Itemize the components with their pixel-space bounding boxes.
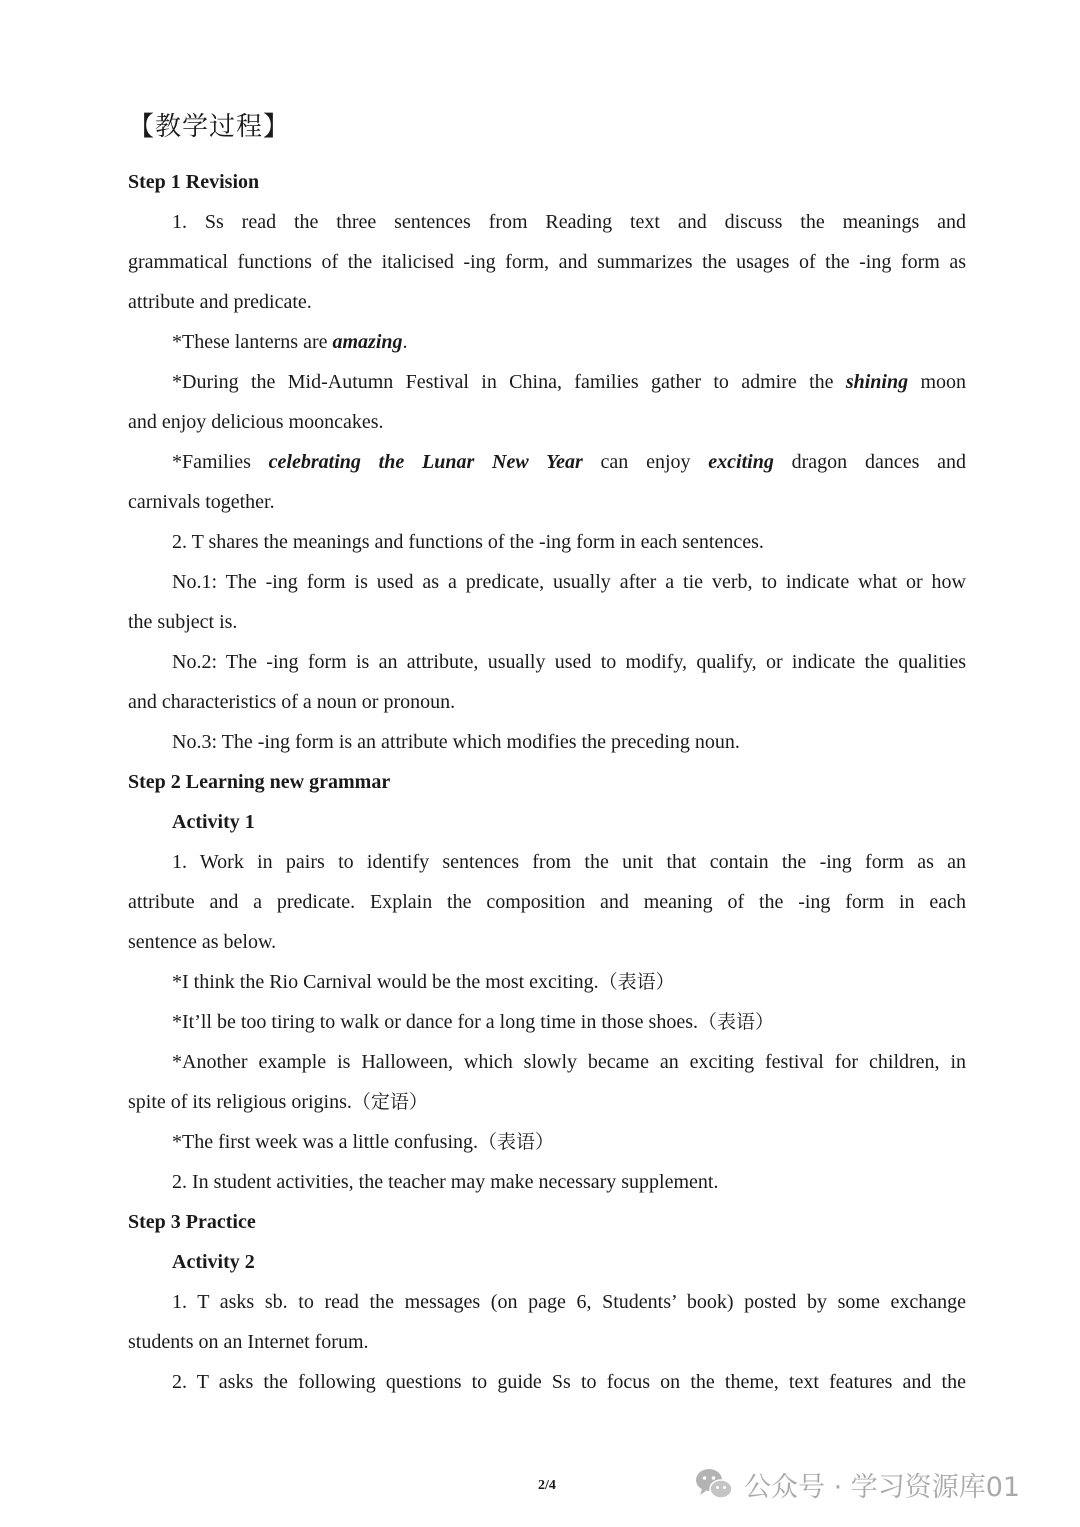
paragraph-line: and enjoy delicious mooncakes. [128,411,384,433]
document-body [128,162,966,1402]
example-sentence: *Families celebrating the Lunar New Year can enjoy exciting dragon dances and [172,451,966,473]
grammar-note: （表语） [478,1131,555,1153]
paragraph-line: spite of its religious origins.（定语） [128,1091,428,1113]
paragraph-line: carnivals together. [128,491,275,513]
wechat-icon [694,1467,734,1501]
paragraph-line: 1. Work in pairs to identify sentences from the unit that contain the -ing form as an [172,851,966,873]
paragraph-line: sentence as below. [128,931,277,953]
paragraph-line: and characteristics of a noun or pronoun. [128,691,456,713]
watermark [694,1462,1020,1506]
paragraph-line: 2. In student activities, the teacher may make necessary supplement. [172,1171,719,1193]
activity-2-heading: Activity 2 [172,1251,255,1273]
example-sentence: *Another example is Halloween, which slowly became an exciting festival for children, in [172,1051,966,1073]
paragraph-line: No.3: The -ing form is an attribute which modifies the preceding noun. [172,731,740,753]
paragraph-line: 2. T asks the following questions to guide Ss to focus on the theme, text features and the [172,1371,966,1393]
step-3-heading: Step 3 Practice [128,1211,256,1233]
grammar-note: （定语） [351,1091,428,1113]
paragraph-line: 1. Ss read the three sentences from Reading text and discuss the meanings and [172,211,966,233]
paragraph-line: 2. T shares the meanings and functions of the -ing form in each sentences. [172,531,764,553]
italic-ing-word: amazing [332,331,403,353]
grammar-note: （表语） [698,1011,775,1033]
italic-ing-word: shining [845,371,909,393]
paragraph-line: grammatical functions of the italicised -ing form, and summarizes the usages of the -ing form as [128,251,966,273]
example-sentence: *The first week was a little confusing.（表语） [172,1131,555,1153]
paragraph-line: attribute and a predicate. Explain the composition and meaning of the -ing form in each [128,891,966,913]
italic-ing-word: exciting [708,451,774,473]
grammar-note: （表语） [598,971,675,993]
italic-ing-phrase: celebrating the Lunar New Year [268,451,583,473]
activity-1-heading: Activity 1 [172,811,255,833]
example-sentence: *I think the Rio Carnival would be the most exciting.（表语） [172,971,675,993]
example-sentence: *These lanterns are amazing. [172,331,408,353]
paragraph-line: 1. T asks sb. to read the messages (on page 6, Students’ book) posted by some exchange [172,1291,966,1313]
paragraph-line: the subject is. [128,611,238,633]
paragraph-line: No.1: The -ing form is used as a predicate, usually after a tie verb, to indicate what or how [172,571,966,593]
paragraph-line: attribute and predicate. [128,291,312,313]
section-heading: 【教学过程】 [128,112,291,142]
paragraph-line: No.2: The -ing form is an attribute, usually used to modify, qualify, or indicate the qualities [172,651,966,673]
page-number: 2/4 [538,1478,556,1493]
step-1-heading: Step 1 Revision [128,171,260,193]
step-2-heading: Step 2 Learning new grammar [128,771,391,793]
example-sentence: *During the Mid-Autumn Festival in China, families gather to admire the shining moon [172,371,966,393]
watermark-text: 公众号 · 学习资源库01 [744,1471,1021,1503]
example-sentence: *It’ll be too tiring to walk or dance for a long time in those shoes.（表语） [172,1011,775,1033]
paragraph-line: students on an Internet forum. [128,1331,369,1353]
